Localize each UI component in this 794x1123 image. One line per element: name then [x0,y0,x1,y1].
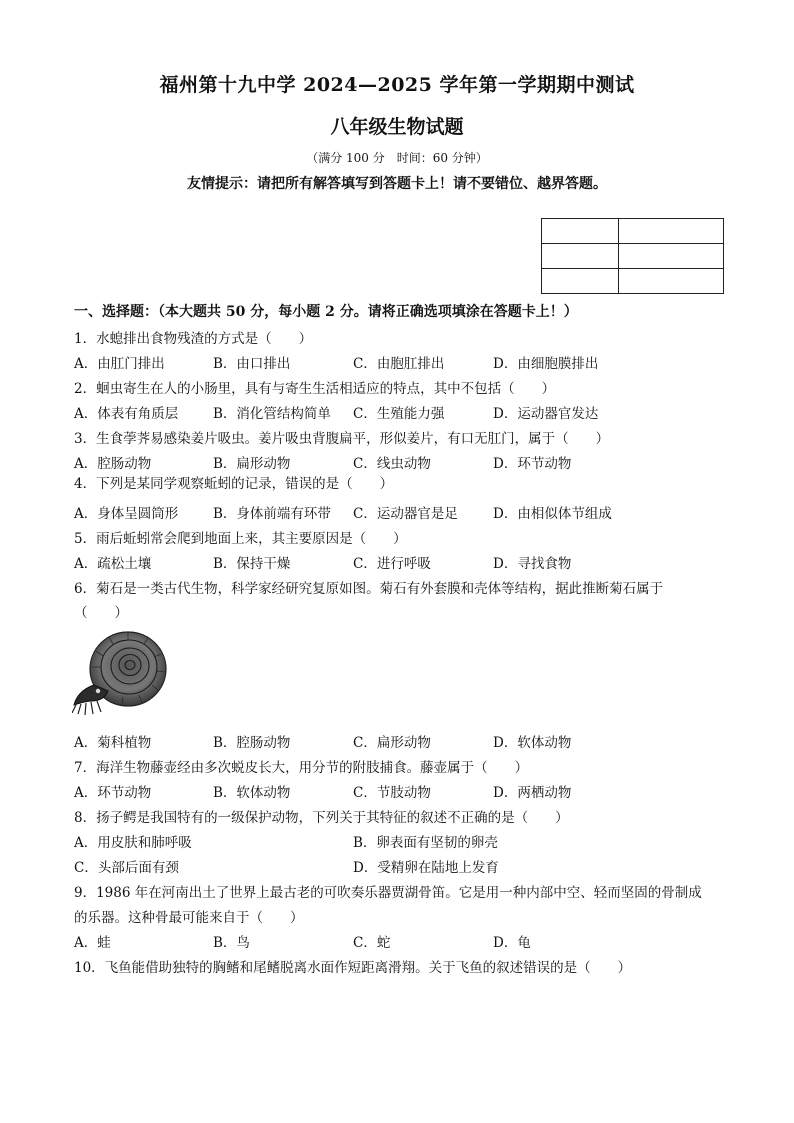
options-9 [74,931,774,951]
question-5: 5．雨后蚯蚓常会爬到地面上来，其主要原因是（ ） [74,531,407,547]
options-2 [74,402,774,422]
option-b: B．扁形动物 [213,456,291,472]
option-d: D．两栖动物 [493,785,572,801]
option-a: A．身体呈圆筒形 [74,506,179,522]
score-cell [542,269,619,294]
question-8: 8．扬子鳄是我国特有的一级保护动物，下列关于其特征的叙述不正确的是（ ） [74,810,569,826]
section-heading: 一、选择题：（本大题共 50 分，每小题 2 分。请将正确选项填涂在答题卡上！） [74,304,578,320]
option-b: B．保持干燥 [213,556,291,572]
options-7 [74,781,774,801]
option-d: D．运动器官发达 [493,406,599,422]
option-c: C．节肢动物 [353,785,431,801]
option-c: C．扁形动物 [353,735,431,751]
exam-subtitle: 八年级生物试题 [330,116,464,138]
option-d: D．环节动物 [493,456,572,472]
option-b: B．由口排出 [213,356,291,372]
option-a: A．环节动物 [74,785,152,801]
options-6 [74,731,774,751]
question-6-cont: （ ） [74,605,128,621]
option-c: C．由胞肛排出 [353,356,445,372]
exam-meta: （满分 100 分 时间：60 分钟） [306,151,488,165]
question-6: 6．菊石是一类古代生物，科学家经研究复原如图。菊石有外套膜和壳体等结构，据此推断菊石属于 [74,581,664,597]
question-9: 9．1986 年在河南出土了世界上最古老的可吹奏乐器贾湖骨笛。它是用一种内部中空、轻而坚固的骨制成 [74,885,702,901]
options-3 [74,452,774,472]
option-c: C．生殖能力强 [353,406,445,422]
exam-tip: 友情提示：请把所有解答填写到答题卡上！请不要错位、越界答题。 [187,176,607,192]
question-1: 1．水螅排出食物残渣的方式是（ ） [74,331,313,347]
question-10: 10．飞鱼能借助独特的胸鳍和尾鳍脱离水面作短距离滑翔。关于飞鱼的叙述错误的是（ ） [74,960,632,976]
question-7: 7．海洋生物藤壶经由多次蜕皮长大，用分节的附肢捕食。藤壶属于（ ） [74,760,529,776]
question-3: 3．生食荸荠易感染姜片吸虫。姜片吸虫背腹扁平，形似姜片，有口无肛门，属于（ ） [74,431,610,447]
option-d: D．由细胞膜排出 [493,356,599,372]
option-b: B．腔肠动物 [213,735,291,751]
option-a: A．菊科植物 [74,735,152,751]
option-a: A．腔肠动物 [74,456,152,472]
option-d: D．寻找食物 [493,556,572,572]
option-c: C．进行呼吸 [353,556,431,572]
score-cell [542,244,619,269]
option-a: A．用皮肤和肺呼吸 [74,835,192,851]
option-b: B．卵表面有坚韧的卵壳 [353,835,498,851]
score-cell [619,244,724,269]
option-d: D．由相似体节组成 [493,506,612,522]
option-c: C．头部后面有颈 [74,860,179,876]
option-c: C．蛇 [353,935,391,951]
option-b: B．消化管结构简单 [213,406,331,422]
options-4 [74,502,774,522]
option-b: B．软体动物 [213,785,291,801]
score-cell [619,219,724,244]
option-b: B．鸟 [213,935,250,951]
question-4: 4．下列是某同学观察蚯蚓的记录，错误的是（ ） [74,476,394,492]
option-a: A．体表有角质层 [74,406,179,422]
option-c: C．运动器官是足 [353,506,458,522]
options-8-row2 [74,856,774,876]
option-a: A．由肛门排出 [74,356,165,372]
score-cell [619,269,724,294]
option-a: A．疏松土壤 [74,556,152,572]
question-9-cont: 的乐器。这种骨最可能来自于（ ） [74,910,304,926]
exam-title: 福州第十九中学 2024—2025 学年第一学期期中测试 [159,74,635,96]
ammonite-fossil-image [72,627,172,717]
option-d: D．龟 [493,935,531,951]
option-c: C．线虫动物 [353,456,431,472]
score-cell [542,219,619,244]
option-d: D．受精卵在陆地上发育 [353,860,499,876]
options-8-row1 [74,831,774,851]
question-2: 2．蛔虫寄生在人的小肠里，具有与寄生生活相适应的特点，其中不包括（ ） [74,381,556,397]
option-d: D．软体动物 [493,735,572,751]
option-b: B．身体前端有环带 [213,506,331,522]
option-a: A．蛙 [74,935,111,951]
options-5 [74,552,774,572]
options-1 [74,352,774,372]
score-table [541,218,724,294]
